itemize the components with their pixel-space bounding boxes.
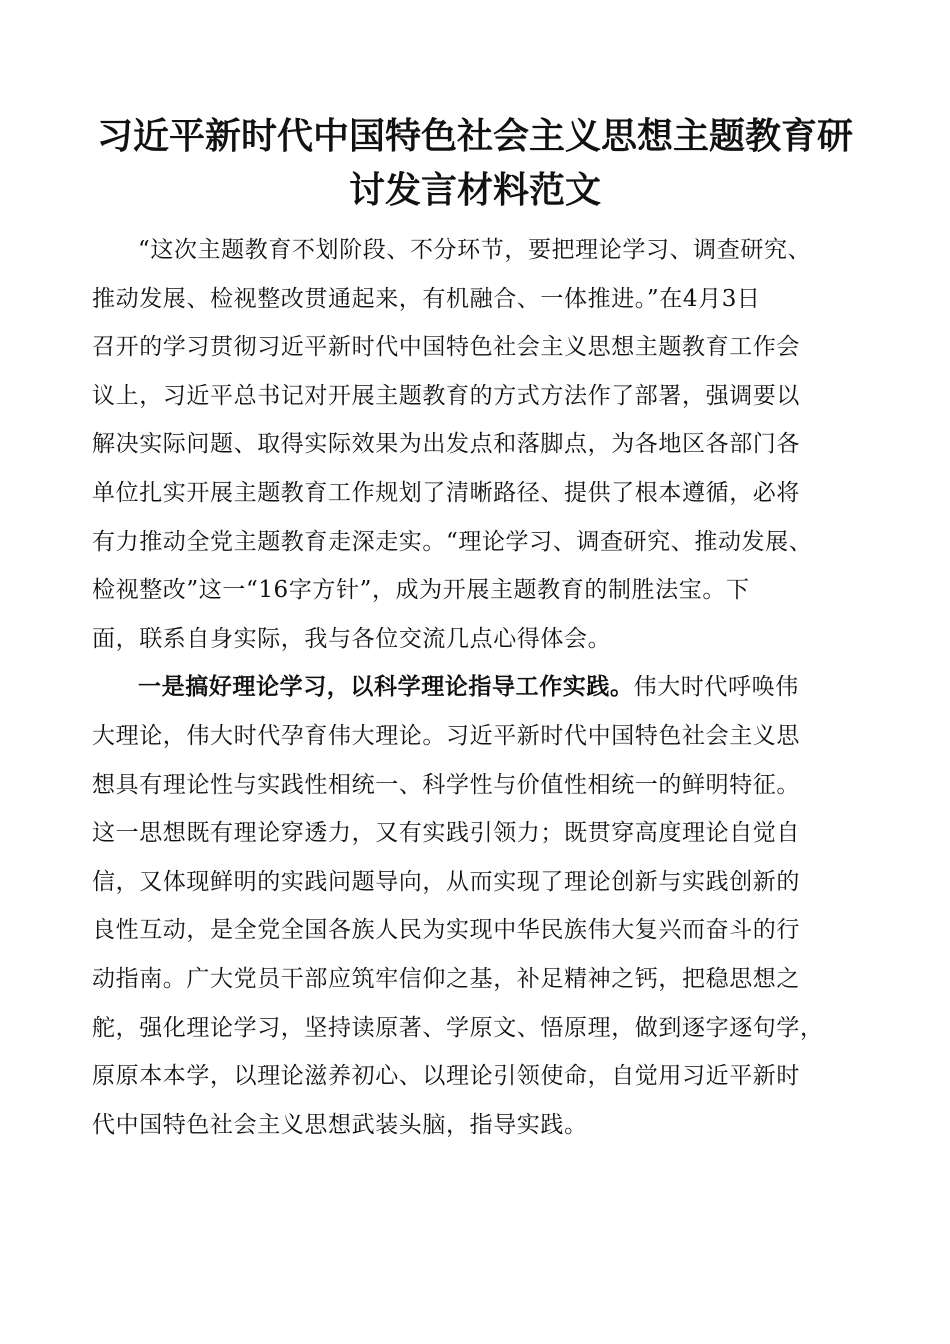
- paragraph-first-line: [92, 663, 882, 712]
- paragraph-line: “这次主题教育不划阶段、不分环节，要把理论学习、调查研究、: [138, 237, 812, 263]
- document-body: [92, 226, 882, 1149]
- paragraph-1: [92, 226, 882, 663]
- paragraph-line: 推动发展、检视整改贯通起来，有机融合、一体推进。”在4月3日: [92, 285, 761, 312]
- paragraph-line: 检视整改”这一“16字方针”，成为开展主题教育的制胜法宝。下: [92, 577, 750, 604]
- paragraph-line: 单位扎实开展主题教育工作规划了清晰路径、提供了根本遵循，必将: [92, 479, 800, 506]
- paragraph-line: 召开的学习贯彻习近平新时代中国特色社会主义思想主题教育工作会: [92, 334, 800, 361]
- paragraph-line: 代中国特色社会主义思想武装头脑，指导实践。: [92, 1111, 588, 1138]
- paragraph-line: 动指南。广大党员干部应筑牢信仰之基，补足精神之钙，把稳思想之: [92, 965, 800, 992]
- paragraph-line: 有力推动全党主题教育走深走实。“理论学习、调查研究、推动发展、: [92, 528, 813, 555]
- paragraph-line: 良性互动，是全党全国各族人民为实现中华民族伟大复兴而奋斗的行: [92, 917, 800, 944]
- paragraph-line: 舵，强化理论学习，坚持读原著、学原文、悟原理，做到逐字逐句学，: [92, 1014, 824, 1041]
- paragraph-line: 解决实际问题、取得实际效果为出发点和落脚点，为各地区各部门各: [92, 431, 800, 458]
- paragraph-line: 信，又体现鲜明的实践问题导向，从而实现了理论创新与实践创新的: [92, 868, 800, 895]
- paragraph-line: 大理论，伟大时代孕育伟大理论。习近平新时代中国特色社会主义思: [92, 722, 800, 749]
- paragraph-line: 想具有理论性与实践性相统一、科学性与价值性相统一的鲜明特征。: [92, 771, 800, 798]
- paragraph-line: 这一思想既有理论穿透力，又有实践引领力；既贯穿高度理论自觉自: [92, 820, 800, 847]
- paragraph-lead-heading: 一是搞好理论学习，以科学理论指导工作实践。: [138, 673, 634, 701]
- title-line-2: 讨发言材料范文: [348, 170, 601, 211]
- paragraph-lead-rest: 伟大时代呼唤伟: [633, 674, 799, 701]
- title-line-1: 习近平新时代中国特色社会主义思想主题教育研: [96, 116, 853, 157]
- paragraph-line: 面，联系自身实际，我与各位交流几点心得体会。: [92, 625, 612, 652]
- paragraph-line: 原原本本学，以理论滋养初心、以理论引领使命，自觉用习近平新时: [92, 1063, 800, 1090]
- document-title: [60, 110, 890, 218]
- paragraph-2: [92, 663, 882, 1149]
- paragraph-line: 议上，习近平总书记对开展主题教育的方式方法作了部署，强调要以: [92, 382, 800, 409]
